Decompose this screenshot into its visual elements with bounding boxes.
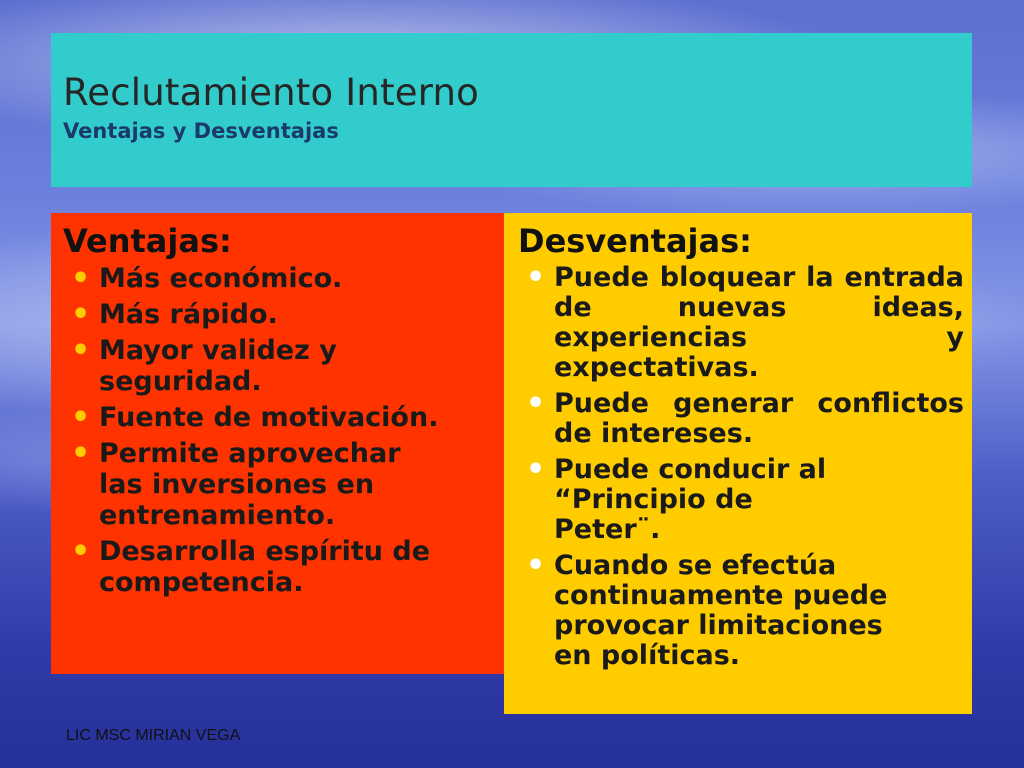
list-item: • Puede bloquear la entrada de nuevas ideas, experiencias y expectativas.: [518, 263, 964, 383]
list-item: • Cuando se efectúa continuamente puede provocar limitaciones en políticas.: [518, 551, 894, 671]
list-item: • Más económico.: [63, 263, 494, 294]
slide-title: Reclutamiento Interno: [63, 71, 479, 114]
ventajas-list: [63, 263, 494, 598]
list-item: • Puede conducir al “Principio de Peter¨.: [518, 455, 844, 545]
ventajas-heading: Ventajas:: [63, 222, 232, 260]
list-item: • Mayor validez y seguridad.: [63, 335, 359, 397]
list-item: • Permite aprovechar las inversiones en entrenamiento.: [63, 438, 429, 531]
footer-author: LIC MSC MIRIAN VEGA: [66, 727, 241, 744]
list-item: • Desarrolla espíritu de competencia.: [63, 536, 494, 598]
list-item: • Más rápido.: [63, 299, 494, 330]
desventajas-list: [518, 263, 964, 671]
list-item: • Puede generar conflictos de intereses.: [518, 389, 964, 449]
slide-header: [51, 33, 972, 187]
ventajas-panel: [51, 213, 504, 674]
desventajas-heading: Desventajas:: [518, 222, 752, 260]
list-item: • Fuente de motivación.: [63, 402, 494, 433]
slide-subtitle: Ventajas y Desventajas: [63, 119, 339, 143]
desventajas-panel: [504, 213, 972, 714]
